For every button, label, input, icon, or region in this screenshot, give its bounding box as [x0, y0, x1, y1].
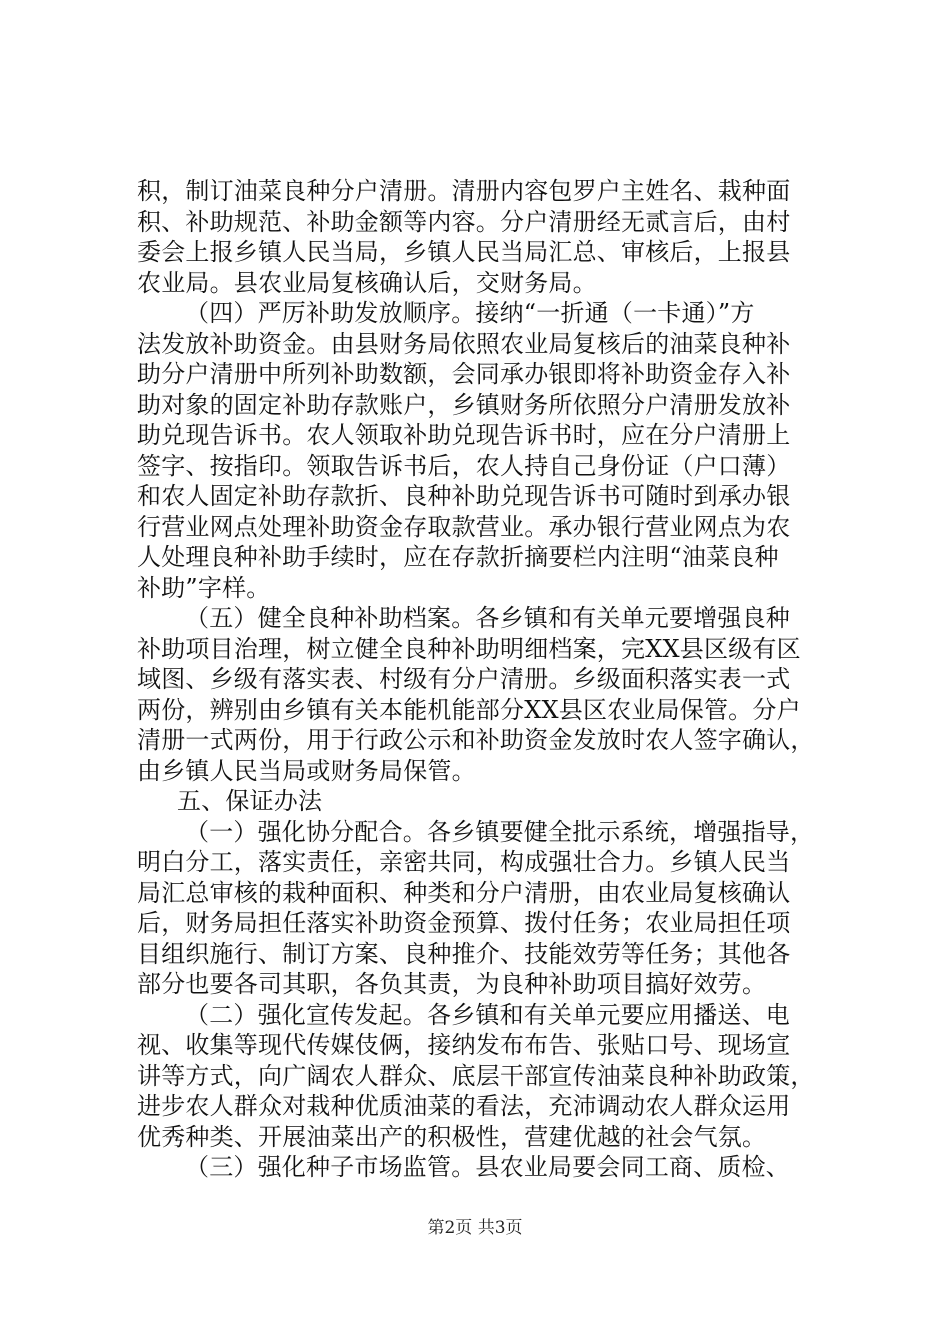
text-line: 视、收集等现代传媒伎俩，接纳发布布告、张贴口号、现场宣 — [137, 1031, 791, 1059]
text-line: （二）强化宣传发起。各乡镇和有关单元要应用播送、电 — [185, 1000, 790, 1029]
text-line: 积，制订油菜良种分户清册。清册内容包罗户主姓名、栽种面 — [137, 177, 791, 205]
text-line: 讲等方式，向广阔农人群众、底层干部宣传油菜良种补助政策， — [137, 1061, 815, 1090]
text-line: 助对象的固定补助存款账户，乡镇财务所依照分户清册发放补 — [137, 390, 791, 419]
text-line: 补助”字样。 — [137, 573, 271, 602]
text-line: 进步农人群众对栽种优质油菜的看法，充沛调动农人群众运用 — [137, 1092, 791, 1120]
text-line: （四）严厉补助发放顺序。接纳“一折通（一卡通）”方 — [185, 299, 755, 327]
text-line: 目组织施行、制订方案、良种推介、技能效劳等任务；其他各 — [137, 939, 791, 968]
text-line: 积、补助规范、补助金额等内容。分户清册经无贰言后，由村 — [137, 207, 791, 236]
document-body — [137, 176, 827, 1183]
page-number-footer: 第2页 共3页 — [427, 1218, 523, 1238]
text-line: 由乡镇人民当局或财务局保管。 — [137, 756, 476, 785]
text-line: 部分也要各司其职，各负其责，为良种补助项目搞好效劳。 — [137, 970, 767, 998]
text-line: 法发放补助资金。由县财务局依照农业局复核后的油菜良种补 — [137, 329, 791, 358]
text-line: 两份，辨别由乡镇有关本能机能部分XX县区农业局保管。分户 — [137, 695, 801, 724]
text-line: 优秀种类、开展油菜出产的积极性，营建优越的社会气氛。 — [137, 1122, 767, 1151]
text-line: 助兑现告诉书。农人领取补助兑现告诉书时，应在分户清册上 — [137, 421, 791, 449]
text-line: 人处理良种补助手续时，应在存款折摘要栏内注明“油菜良种 — [137, 543, 779, 571]
text-line: 委会上报乡镇人民当局，乡镇人民当局汇总、审核后，上报县 — [137, 238, 791, 266]
section-heading: 五、保证办法 — [177, 787, 323, 815]
text-line: 局汇总审核的栽种面积、种类和分户清册，由农业局复核确认 — [137, 878, 791, 907]
text-line: 农业局。县农业局复核确认后，交财务局。 — [137, 268, 597, 297]
text-line: 后，财务局担任落实补助资金预算、拨付任务；农业局担任项 — [137, 909, 791, 937]
text-line: 域图、乡级有落实表、村级有分户清册。乡级面积落实表一式 — [137, 665, 791, 693]
text-line: （五）健全良种补助档案。各乡镇和有关单元要增强良种 — [185, 604, 790, 632]
text-line: 行营业网点处理补助资金存取款营业。承办银行营业网点为农 — [137, 512, 791, 541]
text-line: 明白分工，落实责任，亲密共同，构成强壮合力。乡镇人民当 — [137, 848, 791, 876]
text-line: （三）强化种子市场监管。县农业局要会同工商、质检、 — [185, 1153, 790, 1181]
text-line: 助分户清册中所列补助数额，会同承办银即将补助资金存入补 — [137, 360, 791, 388]
text-line: 补助项目治理，树立健全良种补助明细档案，完XX县区级有区 — [137, 634, 801, 663]
text-line: 清册一式两份，用于行政公示和补助资金发放时农人签字确认， — [137, 726, 815, 754]
text-line: 和农人固定补助存款折、良种补助兑现告诉书可随时到承办银 — [137, 482, 791, 510]
text-line: 签字、按指印。领取告诉书后，农人持自己身份证（户口薄） — [137, 451, 791, 480]
text-line: （一）强化协分配合。各乡镇要健全批示系统，增强指导， — [185, 817, 815, 846]
